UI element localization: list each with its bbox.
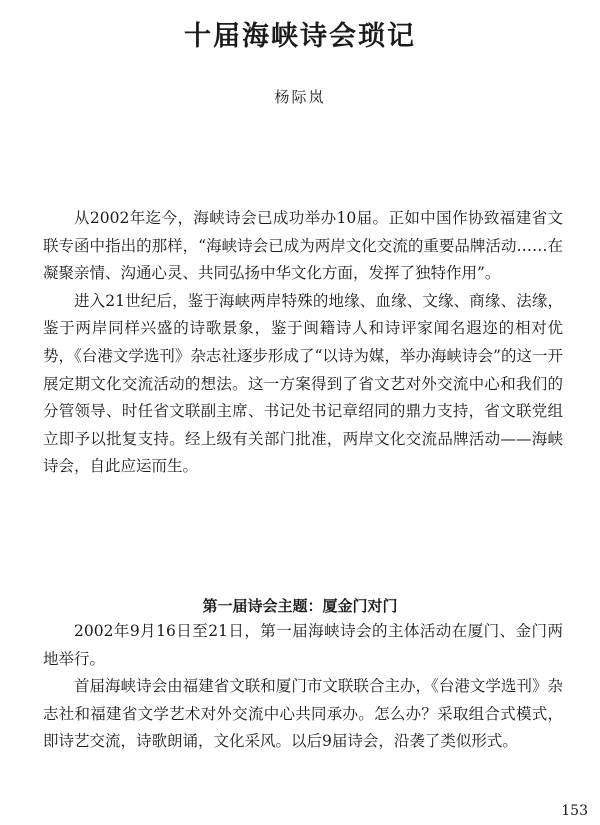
section-text	[43, 618, 563, 756]
page-number: 153	[561, 803, 588, 819]
intro-text	[43, 205, 563, 481]
paragraph: 从2002年迄今，海峡诗会已成功举办10届。正如中国作协致福建省文联专函中指出的那样，“海峡诗会已成为两岸文化交流的重要品牌活动……在凝聚亲情、沟通心灵、共同弘扬中华文化方面，发挥了独特作用”。	[43, 209, 563, 283]
author-name: 杨际岚	[274, 88, 326, 106]
paragraph: 2002年9月16日至21日，第一届海峡诗会的主体活动在厦门、金门两地举行。	[43, 622, 563, 668]
paragraph: 进入21世纪后，鉴于海峡两岸特殊的地缘、血缘、文缘、商缘、法缘，鉴于两岸同样兴盛的诗歌景象，鉴于闽籍诗人和诗评家闻名遐迩的相对优势，《台港文学选刊》杂志社逐步形成了“以诗为媒，举办海峡诗会”的这一开展定期文化交流活动的想法。这一方案得到了省文艺对外交流中心和我们的分管领导、时任省文联副主席、书记处书记章绍同的鼎力支持，省文联党组立即予以批复支持。经上级有关部门批准，两岸文化交流品牌活动——海峡诗会，自此应运而生。	[43, 291, 563, 476]
paragraph: 首届海峡诗会由福建省文联和厦门市文联联合主办，《台港文学选刊》杂志社和福建省文学艺术对外交流中心共同承办。怎么办？采取组合式模式，即诗艺交流，诗歌朗诵，文化采风。以后9届诗会，沿袭了类似形式。	[43, 677, 563, 751]
section-heading: 第一届诗会主题：厦金门对门	[202, 597, 398, 615]
article-title: 十届海峡诗会琐记	[184, 21, 416, 52]
